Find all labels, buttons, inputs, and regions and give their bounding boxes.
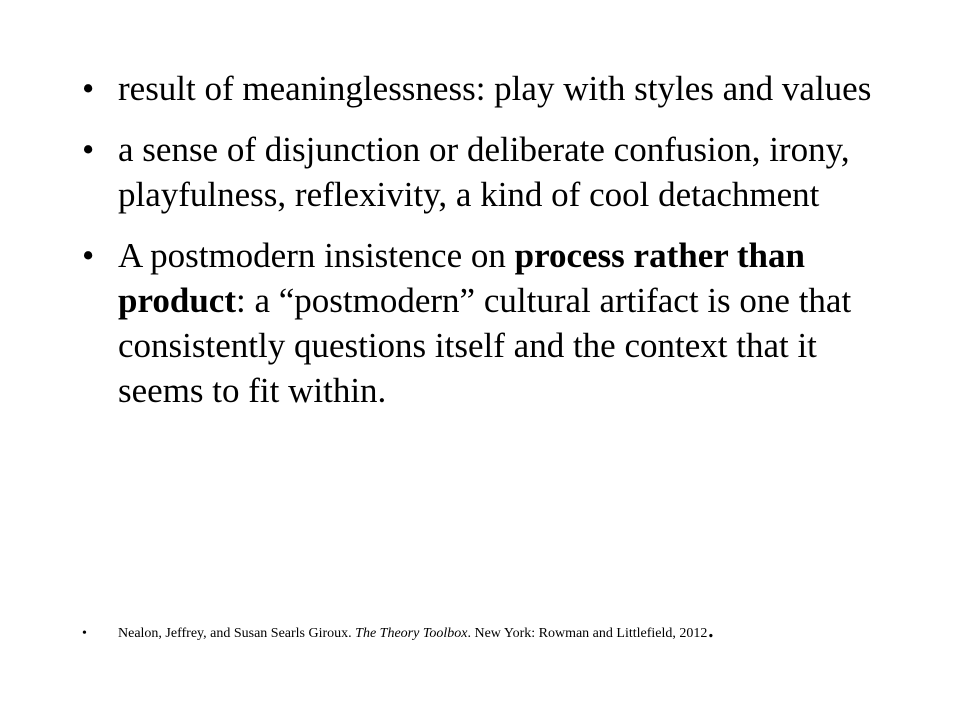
bullet-text-before: A postmodern insistence on: [118, 236, 515, 275]
citation: [82, 613, 958, 646]
bullet-icon: •: [82, 236, 95, 275]
bullet-icon: •: [82, 626, 87, 641]
bullet-item-process-over-product: [82, 233, 882, 413]
bullet-list: [82, 66, 882, 413]
citation-authors: Nealon, Jeffrey, and Susan Searls Giroux.: [118, 626, 356, 641]
citation-publisher: . New York: Rowman and Littlefield, 2012: [467, 626, 708, 641]
bullet-icon: •: [82, 130, 95, 169]
bullet-text: a sense of disjunction or deliberate confusion, irony, playfulness, reflexivity, a kind of cool detachment: [118, 130, 850, 214]
bullet-text-after: : a “postmodern” cultural artifact is one that consistently questions itself and the context that it seems to fit within.: [118, 281, 852, 410]
bullet-item-play-with-styles: [82, 66, 882, 111]
bullet-text: result of meaninglessness: play with styles and values: [118, 69, 872, 108]
bullet-item-disjunction: [82, 127, 882, 217]
bullet-emphasis: process rather than product: [118, 236, 805, 320]
bullet-icon: •: [82, 69, 95, 108]
citation-period: .: [707, 613, 715, 644]
citation-title: The Theory Toolbox: [355, 626, 468, 641]
